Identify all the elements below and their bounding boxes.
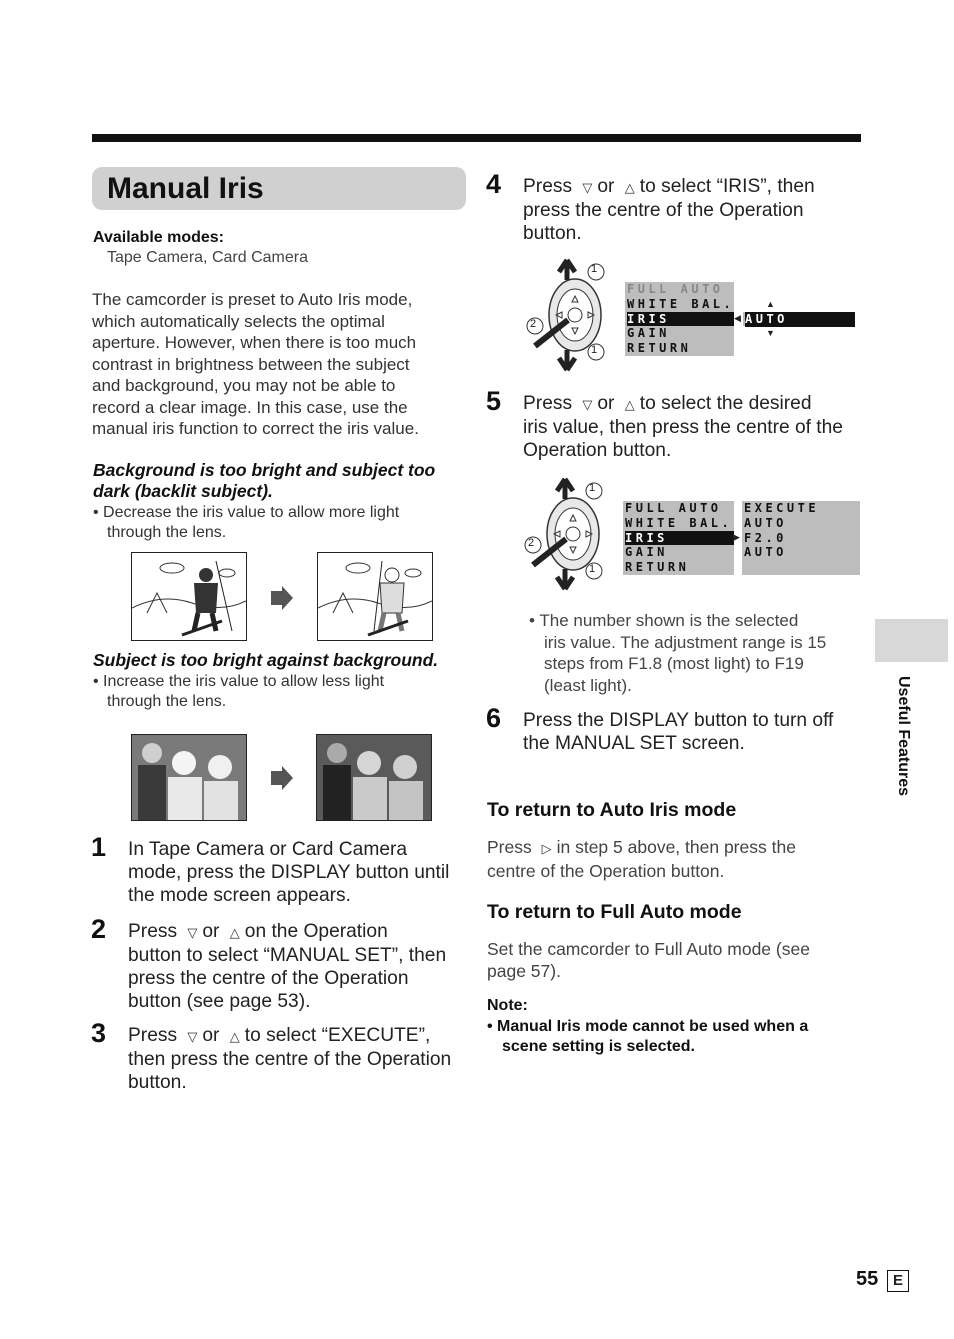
step-line: the MANUAL SET screen.: [523, 733, 745, 754]
menu-value: AUTO: [745, 312, 855, 327]
menu-value: F2.0: [744, 530, 787, 545]
full-auto-line: page 57).: [487, 961, 561, 981]
page-letter-box: E: [887, 1270, 909, 1292]
step-line: [128, 920, 468, 944]
note-line: • The number shown is the selected: [529, 611, 799, 630]
side-section-label: [880, 676, 920, 816]
step-or: or: [597, 393, 615, 414]
step-number: 1: [91, 832, 107, 862]
backlit-after-illustration: [317, 552, 433, 641]
page-title: Manual Iris: [107, 172, 264, 205]
circle-label: 1: [591, 344, 598, 356]
backlit-heading: [93, 460, 465, 502]
note-line: steps from F1.8 (most light) to F19: [544, 654, 804, 673]
menu-item: WHITE BAL.: [625, 515, 733, 530]
page-number: 55: [856, 1268, 879, 1290]
bright-after-photo: [316, 734, 432, 821]
intro-line: contrast in brightness between the subject: [92, 354, 410, 374]
step-post: to select the desired: [639, 393, 812, 414]
menu-step5-values: [742, 501, 860, 575]
menu-item-selected: IRIS: [627, 312, 734, 327]
note-line: • Manual Iris mode cannot be used when a: [487, 1018, 809, 1035]
step-line: [523, 175, 863, 199]
step-number: 6: [486, 703, 502, 733]
side-tab: [875, 619, 948, 662]
step-line: Press the DISPLAY button to turn off: [523, 710, 834, 731]
heading-line: Background is too bright and subject too: [93, 460, 436, 480]
step-5-text: [523, 392, 868, 462]
step-line: button (see page 53).: [128, 991, 311, 1012]
menu-item: FULL AUTO: [625, 501, 722, 515]
circle-label: 1: [589, 482, 596, 494]
step-line: press the centre of the Operation: [128, 968, 409, 989]
step-line: button.: [523, 223, 582, 244]
circle-label: 1: [589, 563, 596, 575]
step-6-text: [523, 709, 868, 755]
menu-item-selected: IRIS: [625, 531, 734, 546]
bullet-line: • Increase the iris value to allow less light: [93, 673, 385, 690]
step-press: Press: [128, 921, 178, 942]
step-1-text: [128, 838, 468, 907]
step-line: press the centre of the Operation: [523, 200, 804, 221]
down-triangle-icon: ▼: [766, 328, 775, 338]
up-arrow-icon: △: [229, 925, 240, 940]
menu-item: FULL AUTO: [627, 282, 724, 296]
step-press: Press: [523, 393, 573, 414]
backlit-before-illustration: [131, 552, 247, 641]
intro-line: aperture. However, when there is too much: [92, 333, 417, 352]
auto-iris-post: in step 5 above, then press the: [556, 837, 796, 857]
note-line: scene setting is selected.: [502, 1038, 695, 1055]
note-text: [487, 1017, 857, 1057]
step-post: on the Operation: [244, 921, 388, 942]
up-arrow-icon: △: [624, 180, 635, 195]
bullet-line: through the lens.: [107, 524, 227, 541]
backlit-bullet: [93, 503, 399, 543]
step-post: to select “IRIS”, then: [639, 176, 815, 197]
available-modes-value: Tape Camera, Card Camera: [107, 249, 308, 266]
step-or: or: [202, 921, 220, 942]
step-or: or: [597, 176, 615, 197]
bullet-line: • Decrease the iris value to allow more light: [93, 504, 400, 521]
circle-label: 1: [591, 263, 598, 275]
step-line: button to select “MANUAL SET”, then: [128, 945, 447, 966]
step-number: 4: [486, 169, 502, 199]
operation-button-diagram: [518, 477, 608, 592]
step-post: to select “EXECUTE”,: [244, 1025, 431, 1046]
step-number: 5: [486, 386, 502, 416]
note-line: iris value. The adjustment range is 15: [544, 632, 827, 652]
step-line: [128, 1024, 473, 1048]
step-line: [523, 392, 868, 416]
intro-line: record a clear image. In this case, use the: [92, 397, 408, 417]
menu-step4: [625, 282, 734, 356]
step-line: then press the centre of the Operation: [128, 1049, 452, 1070]
menu-item: RETURN: [625, 560, 690, 575]
down-arrow-icon: ▽: [187, 925, 198, 940]
menu-step4-value: [743, 312, 853, 326]
bright-heading: Subject is too bright against background.: [93, 650, 439, 670]
auto-iris-text: [487, 836, 847, 882]
step-4-text: [523, 175, 863, 245]
circle-label: 2: [530, 318, 537, 330]
step-2-text: [128, 920, 468, 1013]
auto-iris-heading: To return to Auto Iris mode: [487, 799, 737, 821]
menu-item: WHITE BAL.: [627, 296, 735, 311]
top-rule: [92, 134, 861, 142]
auto-iris-line: [487, 836, 847, 860]
up-triangle-icon: ▲: [766, 299, 775, 309]
right-triangle-icon: ▶: [733, 532, 740, 542]
heading-line: dark (backlit subject).: [93, 481, 273, 501]
full-auto-line: Set the camcorder to Full Auto mode (see: [487, 939, 810, 959]
circle-label: 2: [528, 537, 535, 549]
bullet-line: through the lens.: [107, 693, 227, 710]
step-line: the mode screen appears.: [128, 885, 351, 906]
step-line: button.: [128, 1072, 187, 1093]
down-arrow-icon: ▽: [187, 1029, 198, 1044]
menu-value: EXECUTE: [744, 501, 820, 515]
step-5-note: [529, 610, 869, 696]
intro-line: and background, you may not be able to: [92, 376, 396, 395]
available-modes-label: Available modes:: [93, 229, 225, 246]
step-press: Press: [128, 1025, 178, 1046]
menu-step5: [623, 501, 734, 575]
step-number: 3: [91, 1018, 107, 1048]
step-line: Operation button.: [523, 440, 672, 461]
side-label-text: Useful Features: [895, 676, 912, 797]
bright-before-photo: [131, 734, 247, 821]
intro-line: which automatically selects the optimal: [92, 311, 385, 331]
menu-value: AUTO: [744, 545, 787, 560]
arrow-right-icon: [270, 766, 294, 790]
menu-item: GAIN: [627, 326, 670, 341]
menu-value: AUTO: [744, 515, 787, 530]
left-triangle-icon: ◀: [734, 313, 741, 323]
menu-item: RETURN: [627, 341, 692, 356]
right-arrow-icon: ▷: [541, 841, 552, 856]
menu-item: GAIN: [625, 545, 668, 560]
step-line: mode, press the DISPLAY button until: [128, 862, 450, 883]
bright-bullet: [93, 672, 384, 712]
auto-iris-press: Press: [487, 837, 532, 857]
up-arrow-icon: △: [624, 397, 635, 412]
full-auto-text: [487, 938, 847, 982]
intro-line: manual iris function to correct the iris value.: [92, 419, 419, 438]
down-arrow-icon: ▽: [582, 180, 593, 195]
operation-button-diagram: [520, 258, 610, 373]
auto-iris-line: centre of the Operation button.: [487, 861, 725, 881]
step-line: In Tape Camera or Card Camera: [128, 839, 408, 860]
note-label: Note:: [487, 997, 528, 1014]
down-arrow-icon: ▽: [582, 397, 593, 412]
step-number: 2: [91, 914, 107, 944]
step-line: iris value, then press the centre of the: [523, 417, 843, 438]
arrow-right-icon: [270, 586, 294, 610]
step-press: Press: [523, 176, 573, 197]
note-line: (least light).: [544, 675, 632, 695]
full-auto-heading: To return to Full Auto mode: [487, 901, 742, 923]
step-or: or: [202, 1025, 220, 1046]
step-3-text: [128, 1024, 473, 1094]
intro-paragraph: [92, 289, 464, 440]
up-arrow-icon: △: [229, 1029, 240, 1044]
intro-line: The camcorder is preset to Auto Iris mode,: [92, 290, 413, 309]
